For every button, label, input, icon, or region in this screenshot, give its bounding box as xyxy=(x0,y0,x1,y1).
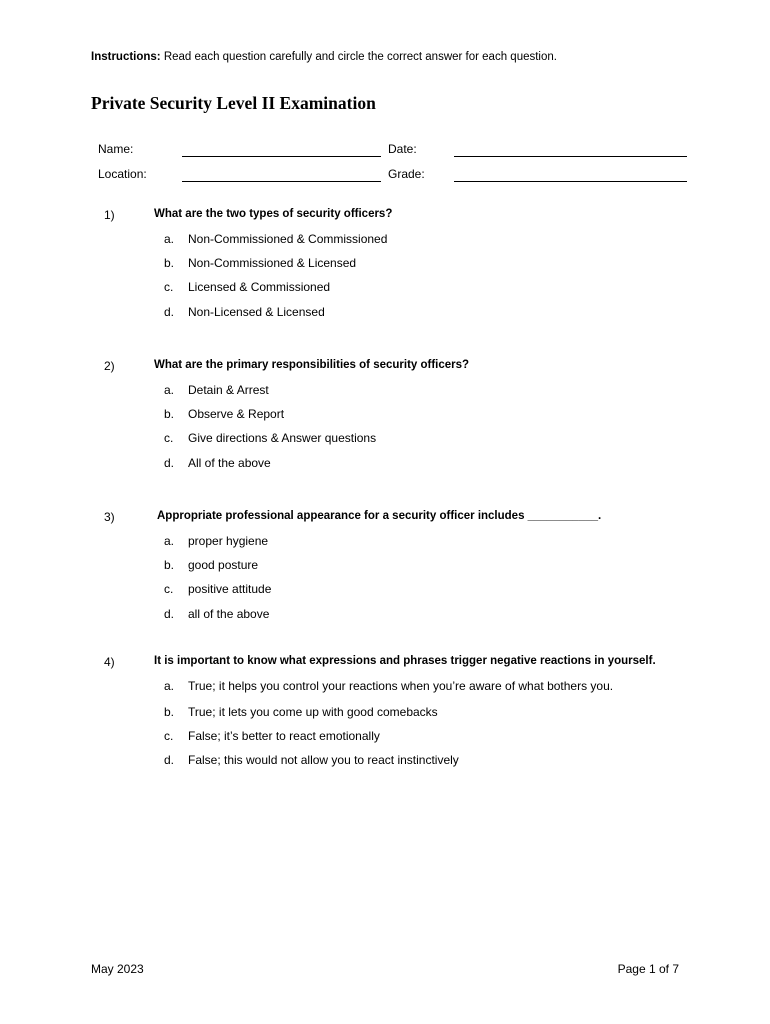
question-4-option-b[interactable]: True; it lets you come up with good comebacks xyxy=(188,705,438,719)
question-4-option-c[interactable]: False; it’s better to react emotionally xyxy=(188,729,380,743)
date-label: Date: xyxy=(388,142,417,156)
question-3-option-b-letter[interactable]: b. xyxy=(164,558,175,572)
location-line[interactable] xyxy=(182,181,381,182)
question-4-option-b-letter[interactable]: b. xyxy=(164,705,175,719)
location-label: Location: xyxy=(98,167,147,181)
question-1-option-d-letter[interactable]: d. xyxy=(164,305,175,319)
date-line[interactable] xyxy=(454,156,687,157)
question-3-option-c[interactable]: positive attitude xyxy=(188,582,272,596)
question-2-option-b-letter[interactable]: b. xyxy=(164,407,175,421)
instructions-lead: Instructions: xyxy=(91,51,161,63)
question-3-option-a-letter[interactable]: a. xyxy=(164,534,175,548)
question-4-option-a-letter[interactable]: a. xyxy=(164,679,175,693)
grade-line[interactable] xyxy=(454,181,687,182)
question-1-option-c-letter[interactable]: c. xyxy=(164,280,174,294)
question-2-text: What are the primary responsibilities of security officers? xyxy=(154,359,470,371)
name-line[interactable] xyxy=(182,156,381,157)
question-4-option-d-letter[interactable]: d. xyxy=(164,753,175,767)
question-4-option-c-letter[interactable]: c. xyxy=(164,729,174,743)
question-2-option-b[interactable]: Observe & Report xyxy=(188,407,285,421)
question-1-option-c[interactable]: Licensed & Commissioned xyxy=(188,280,331,294)
question-1-number: 1) xyxy=(104,208,115,222)
question-1-option-a[interactable]: Non-Commissioned & Commissioned xyxy=(188,232,388,246)
name-label: Name: xyxy=(98,142,134,156)
question-1-option-d[interactable]: Non-Licensed & Licensed xyxy=(188,305,325,319)
question-1-option-b[interactable]: Non-Commissioned & Licensed xyxy=(188,256,357,270)
footer-date: May 2023 xyxy=(91,962,144,976)
question-3-option-d-letter[interactable]: d. xyxy=(164,607,175,621)
question-1-option-a-letter[interactable]: a. xyxy=(164,232,175,246)
question-2-option-d[interactable]: All of the above xyxy=(188,456,271,470)
question-1-text: What are the two types of security officers? xyxy=(154,208,393,220)
question-3-option-d[interactable]: all of the above xyxy=(188,607,270,621)
question-1-option-b-letter[interactable]: b. xyxy=(164,256,175,270)
grade-label: Grade: xyxy=(388,167,425,181)
instructions xyxy=(91,51,557,63)
question-2-option-d-letter[interactable]: d. xyxy=(164,456,175,470)
question-2-number: 2) xyxy=(104,359,115,373)
question-4-text: It is important to know what expressions and phrases trigger negative reactions in yourself. xyxy=(154,655,656,667)
question-3-option-a[interactable]: proper hygiene xyxy=(188,534,269,548)
question-3-text: Appropriate professional appearance for a security officer includes ___________. xyxy=(157,510,602,522)
footer-page-number: Page 1 of 7 xyxy=(617,962,679,976)
question-2-option-a-letter[interactable]: a. xyxy=(164,383,175,397)
question-2-option-c[interactable]: Give directions & Answer questions xyxy=(188,431,377,445)
page-title: Private Security Level II Examination xyxy=(91,93,376,113)
question-3-number: 3) xyxy=(104,510,115,524)
instructions-text: Read each question carefully and circle the correct answer for each question. xyxy=(160,51,557,63)
question-4-number: 4) xyxy=(104,655,115,669)
question-4-option-a[interactable]: True; it helps you control your reactions when you’re aware of what bothers you. xyxy=(188,679,614,693)
question-4-option-d[interactable]: False; this would not allow you to react instinctively xyxy=(188,753,459,767)
question-2-option-c-letter[interactable]: c. xyxy=(164,431,174,445)
question-3-option-c-letter[interactable]: c. xyxy=(164,582,174,596)
question-2-option-a[interactable]: Detain & Arrest xyxy=(188,383,269,397)
question-3-option-b[interactable]: good posture xyxy=(188,558,259,572)
